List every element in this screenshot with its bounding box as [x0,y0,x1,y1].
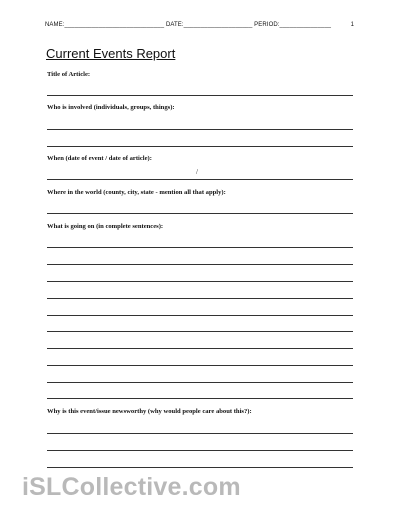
what-going-on-label: What is going on (in complete sentences): [47,223,164,230]
answer-line[interactable] [47,382,353,383]
answer-line[interactable] [47,146,353,147]
student-info-line: NAME:_____________________________ DATE:____________________ PERIOD:_______________ [45,22,332,28]
answer-line[interactable] [47,450,353,451]
answer-line[interactable] [47,398,353,399]
answer-line[interactable] [47,264,353,265]
page-title: Current Events Report [46,46,176,61]
date-separator: / [196,168,198,176]
answer-line[interactable] [47,298,353,299]
why-newsworthy-label: Why is this event/issue newsworthy (why would people care about this?): [47,408,252,415]
where-label: Where in the world (county, city, state - mention all that apply): [47,189,226,196]
answer-line[interactable] [47,331,353,332]
student-info-header [45,22,360,28]
who-involved-label: Who is involved (individuals, groups, things): [47,104,175,111]
answer-line[interactable] [47,433,353,434]
watermark-logo: iSLCollective.com [22,473,241,501]
answer-line[interactable] [47,467,353,468]
title-of-article-label: Title of Article: [47,71,91,78]
answer-line[interactable] [47,281,353,282]
answer-line[interactable] [47,213,353,214]
date-answer-line[interactable] [47,179,353,180]
answer-line[interactable] [47,348,353,349]
answer-line[interactable] [47,365,353,366]
answer-line[interactable] [47,129,353,130]
answer-line[interactable] [47,95,353,96]
when-label: When (date of event / date of article): [47,155,152,162]
answer-line[interactable] [47,315,353,316]
page-number: 1 [350,22,354,28]
answer-line[interactable] [47,247,353,248]
